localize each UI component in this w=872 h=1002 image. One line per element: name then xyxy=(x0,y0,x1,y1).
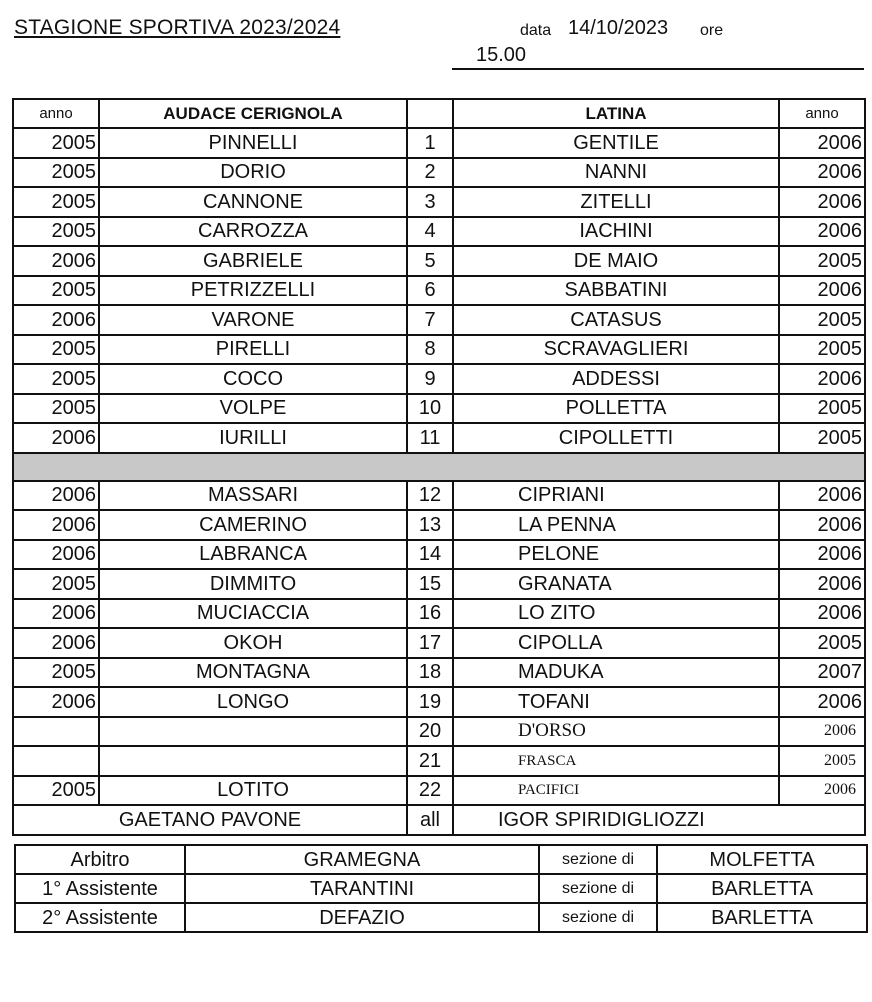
home-player-name: CAMERINO xyxy=(99,510,407,540)
away-player-name: TOFANI xyxy=(453,687,779,717)
home-player-year: 2005 xyxy=(13,658,99,688)
home-player-name: IURILLI xyxy=(99,423,407,453)
shirt-number: 22 xyxy=(407,776,453,806)
away-player-year: 2005 xyxy=(779,246,865,276)
home-player-name: OKOH xyxy=(99,628,407,658)
home-player-year: 2005 xyxy=(13,394,99,424)
separator-band xyxy=(13,453,865,481)
home-player-year: 2006 xyxy=(13,628,99,658)
home-player-year: 2005 xyxy=(13,187,99,217)
lineup-table xyxy=(12,98,866,836)
player-row xyxy=(13,335,865,365)
official-role: 2° Assistente xyxy=(15,903,185,932)
player-row xyxy=(13,423,865,453)
player-row xyxy=(13,746,865,776)
shirt-number: 19 xyxy=(407,687,453,717)
lineup-header-row xyxy=(13,99,865,128)
home-coach: GAETANO PAVONE xyxy=(13,805,407,835)
away-player-year: 2006 xyxy=(779,540,865,570)
player-row xyxy=(13,599,865,629)
away-player-name: CIPRIANI xyxy=(453,481,779,511)
shirt-number: 15 xyxy=(407,569,453,599)
match-date: 14/10/2023 xyxy=(568,17,669,39)
home-player-name: MONTAGNA xyxy=(99,658,407,688)
player-row xyxy=(13,246,865,276)
away-player-year: 2005 xyxy=(779,423,865,453)
player-row xyxy=(13,394,865,424)
shirt-number: 4 xyxy=(407,217,453,247)
player-row xyxy=(13,217,865,247)
home-player-year xyxy=(13,746,99,776)
away-player-name: POLLETTA xyxy=(453,394,779,424)
official-section: BARLETTA xyxy=(657,903,867,932)
away-player-name: PACIFICI xyxy=(453,776,779,806)
away-year-header: anno xyxy=(779,99,865,128)
home-player-name: COCO xyxy=(99,364,407,394)
home-player-year: 2005 xyxy=(13,158,99,188)
away-player-name: GRANATA xyxy=(453,569,779,599)
home-player-name: VARONE xyxy=(99,305,407,335)
player-row xyxy=(13,128,865,158)
player-row xyxy=(13,510,865,540)
player-row xyxy=(13,187,865,217)
time-label: ore xyxy=(700,22,724,39)
separator-row xyxy=(13,453,865,481)
shirt-number: 18 xyxy=(407,658,453,688)
away-player-name: LO ZITO xyxy=(453,599,779,629)
home-player-year: 2006 xyxy=(13,540,99,570)
player-row xyxy=(13,776,865,806)
player-row xyxy=(13,481,865,511)
away-player-name: GENTILE xyxy=(453,128,779,158)
home-player-name: LONGO xyxy=(99,687,407,717)
away-player-name: CIPOLLETTI xyxy=(453,423,779,453)
away-player-year: 2006 xyxy=(779,510,865,540)
home-player-year: 2005 xyxy=(13,276,99,306)
shirt-number: 1 xyxy=(407,128,453,158)
official-name: TARANTINI xyxy=(185,874,539,903)
home-player-year: 2005 xyxy=(13,128,99,158)
home-player-name: LABRANCA xyxy=(99,540,407,570)
player-row xyxy=(13,364,865,394)
home-player-name: VOLPE xyxy=(99,394,407,424)
away-player-year: 2006 xyxy=(779,569,865,599)
home-player-name: CARROZZA xyxy=(99,217,407,247)
player-row xyxy=(13,158,865,188)
player-row xyxy=(13,569,865,599)
shirt-number: 13 xyxy=(407,510,453,540)
player-row xyxy=(13,276,865,306)
home-player-year: 2005 xyxy=(13,217,99,247)
official-role: 1° Assistente xyxy=(15,874,185,903)
home-player-year: 2006 xyxy=(13,599,99,629)
home-player-name: PIRELLI xyxy=(99,335,407,365)
home-player-year: 2006 xyxy=(13,246,99,276)
home-player-year: 2005 xyxy=(13,569,99,599)
shirt-number: 11 xyxy=(407,423,453,453)
home-player-year: 2006 xyxy=(13,687,99,717)
shirt-number: 10 xyxy=(407,394,453,424)
shirt-number: 5 xyxy=(407,246,453,276)
away-player-year: 2006 xyxy=(779,276,865,306)
official-section: BARLETTA xyxy=(657,874,867,903)
home-player-name: LOTITO xyxy=(99,776,407,806)
number-header xyxy=(407,99,453,128)
away-player-name: LA PENNA xyxy=(453,510,779,540)
section-label: sezione di xyxy=(539,874,657,903)
shirt-number: 14 xyxy=(407,540,453,570)
home-player-year: 2006 xyxy=(13,481,99,511)
official-row xyxy=(15,874,867,903)
shirt-number: 6 xyxy=(407,276,453,306)
home-player-year: 2006 xyxy=(13,510,99,540)
away-player-name: DE MAIO xyxy=(453,246,779,276)
section-label: sezione di xyxy=(539,903,657,932)
away-team-name: LATINA xyxy=(453,99,779,128)
away-player-year: 2006 xyxy=(779,187,865,217)
home-player-name: CANNONE xyxy=(99,187,407,217)
officials-table xyxy=(14,844,868,933)
away-player-year: 2005 xyxy=(779,394,865,424)
away-player-year: 2005 xyxy=(779,746,865,776)
date-label: data xyxy=(520,22,552,39)
official-name: GRAMEGNA xyxy=(185,845,539,874)
away-player-year: 2007 xyxy=(779,658,865,688)
home-player-year: 2005 xyxy=(13,335,99,365)
away-player-name: FRASCA xyxy=(453,746,779,776)
away-player-name: PELONE xyxy=(453,540,779,570)
home-player-name: GABRIELE xyxy=(99,246,407,276)
away-player-name: IACHINI xyxy=(453,217,779,247)
shirt-number: 7 xyxy=(407,305,453,335)
section-label: sezione di xyxy=(539,845,657,874)
shirt-number: 16 xyxy=(407,599,453,629)
home-player-name xyxy=(99,746,407,776)
shirt-number: 20 xyxy=(407,717,453,747)
shirt-number: 17 xyxy=(407,628,453,658)
home-year-header: anno xyxy=(13,99,99,128)
official-name: DEFAZIO xyxy=(185,903,539,932)
away-player-year: 2006 xyxy=(779,481,865,511)
home-player-name: DORIO xyxy=(99,158,407,188)
match-time: 15.00 xyxy=(476,44,527,66)
coach-label: all xyxy=(407,805,453,835)
header-rule xyxy=(452,68,864,70)
official-role: Arbitro xyxy=(15,845,185,874)
away-player-name: SCRAVAGLIERI xyxy=(453,335,779,365)
away-player-name: SABBATINI xyxy=(453,276,779,306)
home-player-year: 2005 xyxy=(13,364,99,394)
away-player-name: MADUKA xyxy=(453,658,779,688)
away-player-name: D'ORSO xyxy=(453,717,779,747)
away-player-year: 2005 xyxy=(779,335,865,365)
away-player-year: 2006 xyxy=(779,599,865,629)
home-player-year: 2006 xyxy=(13,423,99,453)
shirt-number: 8 xyxy=(407,335,453,365)
home-player-name: PETRIZZELLI xyxy=(99,276,407,306)
away-player-year: 2006 xyxy=(779,158,865,188)
player-row xyxy=(13,540,865,570)
player-row xyxy=(13,717,865,747)
home-player-name: MUCIACCIA xyxy=(99,599,407,629)
coaches-row xyxy=(13,805,865,835)
player-row xyxy=(13,305,865,335)
player-row xyxy=(13,628,865,658)
away-player-name: ZITELLI xyxy=(453,187,779,217)
season-title: STAGIONE SPORTIVA 2023/2024 xyxy=(14,16,341,39)
away-player-year: 2006 xyxy=(779,687,865,717)
home-player-year: 2006 xyxy=(13,305,99,335)
player-row xyxy=(13,687,865,717)
home-player-name: PINNELLI xyxy=(99,128,407,158)
away-player-year: 2006 xyxy=(779,217,865,247)
away-player-name: CATASUS xyxy=(453,305,779,335)
away-player-year: 2006 xyxy=(779,128,865,158)
away-player-name: NANNI xyxy=(453,158,779,188)
shirt-number: 12 xyxy=(407,481,453,511)
shirt-number: 3 xyxy=(407,187,453,217)
home-team-name: AUDACE CERIGNOLA xyxy=(99,99,407,128)
home-player-year: 2005 xyxy=(13,776,99,806)
official-row xyxy=(15,845,867,874)
away-player-year: 2006 xyxy=(779,776,865,806)
shirt-number: 9 xyxy=(407,364,453,394)
official-row xyxy=(15,903,867,932)
away-player-name: ADDESSI xyxy=(453,364,779,394)
player-row xyxy=(13,658,865,688)
away-player-year: 2006 xyxy=(779,364,865,394)
home-player-name: MASSARI xyxy=(99,481,407,511)
away-player-name: CIPOLLA xyxy=(453,628,779,658)
home-player-year xyxy=(13,717,99,747)
home-player-name: DIMMITO xyxy=(99,569,407,599)
away-player-year: 2005 xyxy=(779,305,865,335)
official-section: MOLFETTA xyxy=(657,845,867,874)
home-player-name xyxy=(99,717,407,747)
shirt-number: 21 xyxy=(407,746,453,776)
away-coach: IGOR SPIRIDIGLIOZZI xyxy=(453,805,865,835)
shirt-number: 2 xyxy=(407,158,453,188)
away-player-year: 2005 xyxy=(779,628,865,658)
away-player-year: 2006 xyxy=(779,717,865,747)
